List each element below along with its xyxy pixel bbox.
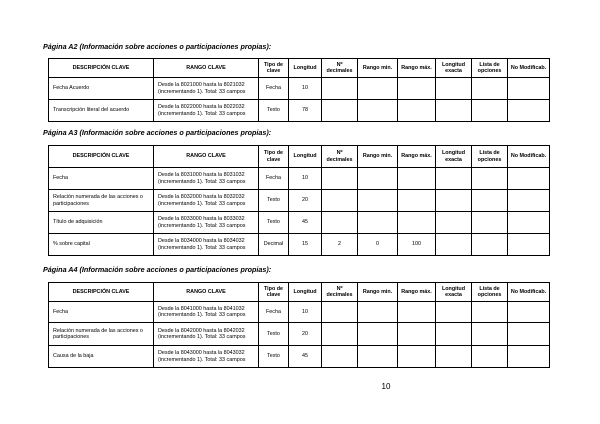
cell-desc: Fecha [49,302,154,323]
cell-max [398,323,436,346]
cell-opciones [472,346,508,368]
header-lista-opciones: Lista de opciones [472,283,508,302]
header-rango-max: Rango máx. [398,283,436,302]
cell-desc: Transcripción literal del acuerdo [49,100,154,122]
header-no-modificab: No Modificab. [508,283,550,302]
cell-exacta [436,78,472,100]
cell-type: Texto [259,100,289,122]
cell-exacta [436,168,472,190]
header-longitud-exacta: Longitud exacta [436,59,472,78]
cell-len: 20 [289,190,322,212]
cell-range: Desde la 8032000 hasta la 8032032 (incrementando 1). Total: 33 campos [154,190,259,212]
cell-opciones [472,302,508,323]
section-title-a2: Página A2 (Información sobre acciones o participaciones propias): [43,42,272,51]
cell-max [398,346,436,368]
section-title-a4: Página A4 (Información sobre acciones o participaciones propias): [43,265,272,274]
cell-dec [322,302,358,323]
cell-nomod [508,100,550,122]
cell-nomod [508,78,550,100]
header-decimales: Nº decimales [322,283,358,302]
cell-type: Texto [259,190,289,212]
table-row [49,78,550,100]
header-rango-max: Rango máx. [398,59,436,78]
cell-len: 15 [289,234,322,256]
cell-len: 20 [289,323,322,346]
section-title-a3: Página A3 (Información sobre acciones o participaciones propias): [43,128,272,137]
table-row [49,323,550,346]
table-row [49,302,550,323]
cell-exacta [436,302,472,323]
cell-exacta [436,234,472,256]
cell-len: 45 [289,346,322,368]
cell-desc: Fecha [49,168,154,190]
cell-desc: Relación numerada de las acciones o participaciones [49,190,154,212]
cell-desc: Fecha Acuerdo [49,78,154,100]
header-tipo: Tipo de clave [259,146,289,168]
header-tipo: Tipo de clave [259,59,289,78]
header-no-modificab: No Modificab. [508,146,550,168]
cell-max: 100 [398,234,436,256]
cell-range: Desde la 8021000 hasta la 8021032 (incrementando 1). Total: 33 campos [154,78,259,100]
cell-type: Texto [259,212,289,234]
cell-type: Fecha [259,302,289,323]
cell-range: Desde la 8042000 hasta la 8042032 (incrementando 1). Total: 33 campos [154,323,259,346]
cell-range: Desde la 8043000 hasta la 8043032 (incrementando 1). Total: 33 campos [154,346,259,368]
cell-exacta [436,100,472,122]
cell-range: Desde la 8033000 hasta la 8033032 (incrementando 1). Total: 33 campos [154,212,259,234]
cell-max [398,78,436,100]
header-decimales: Nº decimales [322,59,358,78]
header-lista-opciones: Lista de opciones [472,146,508,168]
header-longitud: Longitud [289,146,322,168]
cell-type: Decimal [259,234,289,256]
cell-len: 10 [289,302,322,323]
cell-min [358,212,398,234]
header-descripcion: DESCRIPCIÓN CLAVE [49,59,154,78]
header-rango-min: Rango min. [358,59,398,78]
header-descripcion: DESCRIPCIÓN CLAVE [49,283,154,302]
cell-dec [322,100,358,122]
cell-min [358,346,398,368]
cell-min [358,78,398,100]
cell-opciones [472,100,508,122]
cell-exacta [436,323,472,346]
cell-max [398,100,436,122]
table-row [49,100,550,122]
header-descripcion: DESCRIPCIÓN CLAVE [49,146,154,168]
cell-nomod [508,323,550,346]
header-rango-min: Rango min. [358,146,398,168]
header-rango: RANGO CLAVE [154,283,259,302]
cell-min [358,168,398,190]
cell-exacta [436,346,472,368]
cell-min [358,323,398,346]
cell-range: Desde la 8022000 hasta la 8022032 (incrementando 1). Total: 33 campos [154,100,259,122]
table-row [49,212,550,234]
cell-nomod [508,212,550,234]
header-lista-opciones: Lista de opciones [472,59,508,78]
cell-max [398,190,436,212]
table-a2 [48,58,550,122]
table-row [49,234,550,256]
cell-max [398,168,436,190]
cell-type: Fecha [259,168,289,190]
cell-desc: % sobre capital [49,234,154,256]
table-row [49,168,550,190]
cell-opciones [472,323,508,346]
cell-min [358,190,398,212]
cell-opciones [472,234,508,256]
cell-desc: Relación numerada de las acciones o participaciones [49,323,154,346]
header-rango-min: Rango min. [358,283,398,302]
cell-opciones [472,78,508,100]
cell-type: Texto [259,346,289,368]
cell-dec [322,168,358,190]
cell-len: 10 [289,168,322,190]
table-row [49,346,550,368]
cell-opciones [472,168,508,190]
header-rango: RANGO CLAVE [154,59,259,78]
cell-desc: Causa de la baja [49,346,154,368]
cell-nomod [508,346,550,368]
header-rango: RANGO CLAVE [154,146,259,168]
cell-min: 0 [358,234,398,256]
cell-nomod [508,234,550,256]
cell-max [398,302,436,323]
cell-dec [322,190,358,212]
cell-dec [322,346,358,368]
header-tipo: Tipo de clave [259,283,289,302]
cell-nomod [508,302,550,323]
cell-desc: Título de adquisición [49,212,154,234]
header-longitud-exacta: Longitud exacta [436,283,472,302]
cell-type: Fecha [259,78,289,100]
header-rango-max: Rango máx. [398,146,436,168]
header-decimales: Nº decimales [322,146,358,168]
cell-nomod [508,168,550,190]
cell-len: 78 [289,100,322,122]
cell-max [398,212,436,234]
table-a3 [48,145,550,256]
cell-min [358,302,398,323]
cell-dec [322,212,358,234]
header-longitud-exacta: Longitud exacta [436,146,472,168]
cell-len: 10 [289,78,322,100]
cell-opciones [472,212,508,234]
table-row [49,190,550,212]
table-a4 [48,282,550,368]
cell-type: Texto [259,323,289,346]
header-no-modificab: No Modificab. [508,59,550,78]
cell-opciones [472,190,508,212]
cell-exacta [436,212,472,234]
header-longitud: Longitud [289,283,322,302]
page-number: 10 [381,382,391,391]
cell-range: Desde la 8034000 hasta la 8034032 (incrementando 1). Total: 33 campos [154,234,259,256]
cell-range: Desde la 8031000 hasta la 8031032 (incrementando 1). Total: 33 campos [154,168,259,190]
cell-range: Desde la 8041000 hasta la 8041032 (incrementando 1). Total: 33 campos [154,302,259,323]
cell-exacta [436,190,472,212]
cell-dec [322,323,358,346]
cell-nomod [508,190,550,212]
header-longitud: Longitud [289,59,322,78]
cell-dec [322,78,358,100]
cell-len: 45 [289,212,322,234]
cell-dec: 2 [322,234,358,256]
cell-min [358,100,398,122]
